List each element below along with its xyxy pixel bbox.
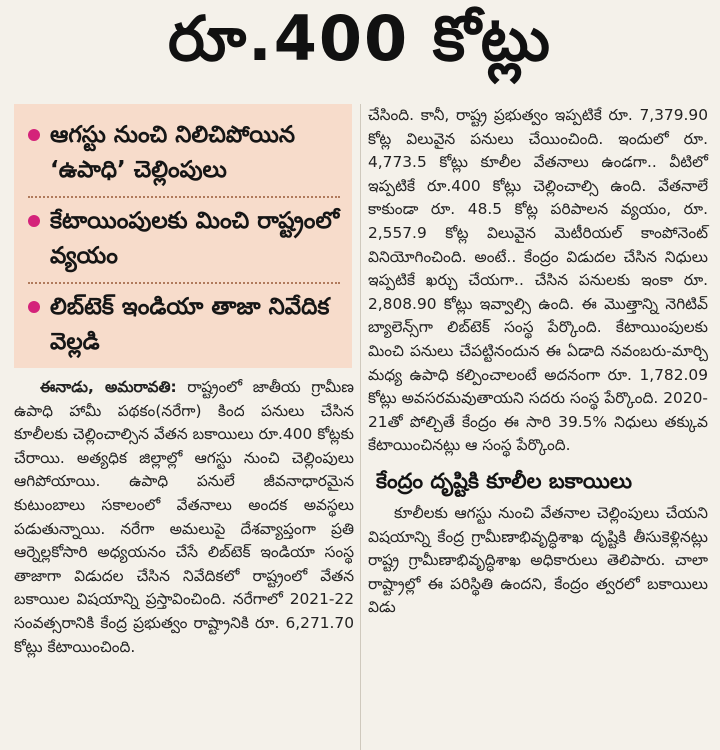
- sub-paragraph: కూలీలకు ఆగస్టు నుంచి వేతనాల చెల్లింపులు చేయని విషయాన్ని కేంద్ర గ్రామీణాభివృద్ధిశాఖ దృష్టికి తీసుకెళ్లినట్లు రాష్ట్ర గ్రామీణాభివృద్ధిశాఖ అధికారులు తెలిపారు. చాలా రాష్ట్రాల్లో ఈ పరిస్థితి ఉందని, కేంద్రం త్వరలో బకాయిలు విడు: [368, 503, 708, 617]
- highlight-text: కేటాయింపులకు మించి రాష్ట్రంలో వ్యయం: [50, 208, 340, 269]
- highlight-text: లిబ్‌టెక్ ఇండియా తాజా నివేదిక వెల్లడి: [50, 294, 330, 355]
- article-column-right: [368, 104, 708, 620]
- bullet-icon: [28, 301, 40, 313]
- subheading: కేంద్రం దృష్టికి కూలీల బకాయిలు: [376, 468, 632, 493]
- bullet-icon: [28, 215, 40, 227]
- lead-text: రాష్ట్రంలో జాతీయ గ్రామీణ ఉపాధి హామీ పథకం(నరేగా) కింద పనులు చేసిన కూలీలకు చెల్లించాల్సిన వేతన బకాయిలు రూ.400 కోట్లకు చేరాయి. అత్యధిక జిల్లాల్లో ఆగస్టు నుంచి చెల్లింపులు ఆగిపోయాయి. ఉపాధి పనులే జీవనాధారమైన కుటుంబాలు సకాలంలో వేతనాలు అందక అవస్థలు పడుతున్నాయి. నరేగా అమలుపై దేశవ్యాప్తంగా ప్రతి ఆర్నెల్లకోసారి అధ్యయనం చేసే లిబ్‌టెక్ ఇండియా సంస్థ తాజాగా విడుదల చేసిన నివేదికలో రాష్ట్రంలో వేతన బకాయిల విషయాన్ని ప్రస్తావించింది. నరేగాలో 2021-22 సంవత్సరానికి కేంద్ర ప్రభుత్వం రాష్ట్రానికి రూ. 6,271.70 కోట్లు కేటాయించింది.: [14, 378, 354, 656]
- column-divider: [360, 104, 361, 750]
- highlight-text: ఆగస్టు నుంచి నిలిచిపోయిన ‘ఉపాధి’ చెల్లింపులు: [50, 122, 296, 183]
- continued-paragraph: చేసింది. కానీ, రాష్ట్ర ప్రభుత్వం ఇప్పటికే రూ. 7,379.90 కోట్ల విలువైన పనులు చేయించింది. ఇందులో రూ. 4,773.5 కోట్లు కూలీల వేతనాలు ఉండగా.. వీటిలో ఇప్పటికే రూ.400 కోట్లు చెల్లించాల్సి ఉంది. వేతనాలే కాకుండా రూ. 48.5 కోట్ల పరిపాలన వ్యయం, రూ. 2,557.9 కోట్ల విలువైన మెటీరియల్ కాంపోనెంట్ వినియోగించింది. అంటే.. కేంద్రం విడుదల చేసిన నిధులు ఇప్పటికే ఖర్చు చేయగా.. చేసిన పనులకు ఇంకా రూ. 2,808.90 కోట్లు ఇవ్వాల్సి ఉంది. ఈ మొత్తాన్ని నెగిటివ్ బ్యాలెన్స్‌గా లిబ్‌టెక్ సంస్థ పేర్కొంది. కేటాయింపులకు మించి పనులు చేపట్టినందున ఈ ఏడాది నవంబరు-మార్చి మధ్య ఉపాధి కల్పించాలంటే అదనంగా రూ. 1,782.09 కోట్లు అవసరమవుతాయని సదరు సంస్థ పేర్కొంది. 2020-21తో పోల్చితే కేంద్రం ఈ సారి 39.5% నిధులు తక్కువ కేటాయించినట్లు ఆ సంస్థ పేర్కొంది.: [368, 106, 708, 455]
- highlight-item: [28, 198, 340, 284]
- highlight-item: [28, 112, 340, 198]
- bullet-icon: [28, 129, 40, 141]
- article-column-left: [14, 376, 354, 659]
- dateline: ఈనాడు, అమరావతి:: [40, 378, 177, 396]
- headline: రూ.400 కోట్లు: [168, 2, 552, 75]
- highlight-item: [28, 284, 340, 368]
- lead-paragraph: [14, 376, 354, 659]
- highlights-box: [14, 104, 352, 368]
